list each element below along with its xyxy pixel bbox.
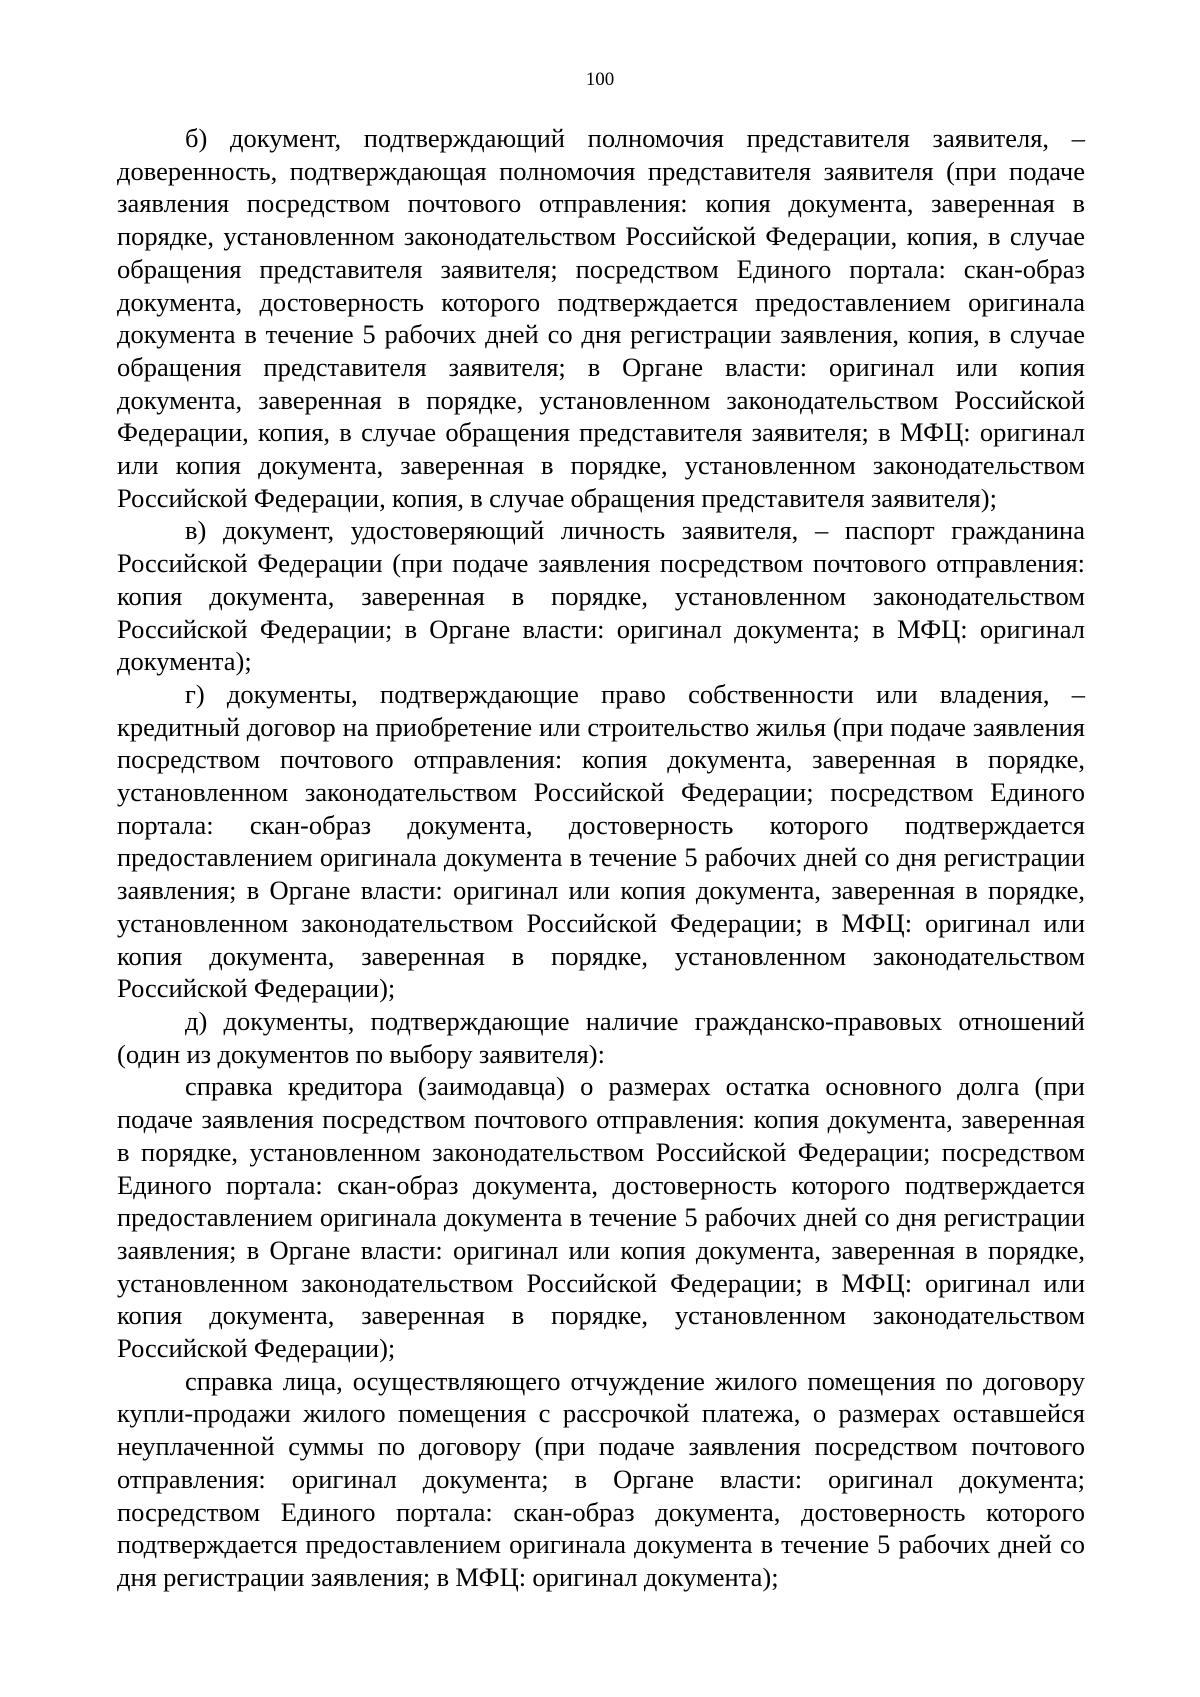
paragraph-b-representative-authority: б) документ, подтверждающий полномочия представителя заявителя, – доверенность, подтверждающая полномочия представителя заявителя (при подаче заявления посредством почтового отправления: копия документа, заверенная в порядке, установленном законодательством Российской Федерации, копия, в случае обращения представителя заявителя; посредством Единого портала: скан-образ документа, достоверность которого подтверждается предоставлением оригинала документа в течение 5 рабочих дней со дня регистрации заявления, копия, в случае обращения представителя заявителя; в Органе власти: оригинал или копия документа, заверенная в порядке, установленном законодательством Российской Федерации, копия, в случае обращения представителя заявителя; в МФЦ: оригинал или копия документа, заверенная в порядке, установленном законодательством Российской Федерации, копия, в случае обращения представителя заявителя); (117, 123, 1085, 513)
paragraph-v-identity-document: в) документ, удостоверяющий личность заявителя, – паспорт гражданина Российской Федерации (при подаче заявления посредством почтового отправления: копия документа, заверенная в порядке, установленном законодательством Российской Федерации; в Органе власти: оригинал документа; в МФЦ: оригинал документа); (117, 515, 1085, 677)
paragraph-d-civil-law-relations: д) документы, подтверждающие наличие гражданско-правовых отношений (один из документов по выбору заявителя): (117, 1005, 1085, 1069)
page-number: 100 (585, 69, 615, 90)
paragraph-seller-certificate: справка лица, осуществляющего отчуждение жилого помещения по договору купли-продажи жилого помещения с рассрочкой платежа, о размерах оставшейся неуплаченной суммы по договору (при подаче заявления посредством почтового отправления: оригинал документа; в Органе власти: оригинал документа; посредством Единого портала: скан-образ документа, достоверность которого подтверждается предоставлением оригинала документа в течение 5 рабочих дней со дня регистрации заявления; в МФЦ: оригинал документа); (117, 1365, 1085, 1592)
paragraph-creditor-certificate: справка кредитора (заимодавца) о размерах остатка основного долга (при подаче заявления посредством почтового отправления: копия документа, заверенная в порядке, установленном законодательством Российской Федерации; посредством Единого портала: скан-образ документа, достоверность которого подтверждается предоставлением оригинала документа в течение 5 рабочих дней со дня регистрации заявления; в Органе власти: оригинал или копия документа, заверенная в порядке, установленном законодательством Российской Федерации; в МФЦ: оригинал или копия документа, заверенная в порядке, установленном законодательством Российской Федерации); (117, 1071, 1085, 1364)
document-body (117, 122, 1085, 1594)
paragraph-g-ownership-documents: г) документы, подтверждающие право собственности или владения, – кредитный договор на приобретение или строительство жилья (при подаче заявления посредством почтового отправления: копия документа, заверенная в порядке, установленном законодательством Российской Федерации; посредством Единого портала: скан-образ документа, достоверность которого подтверждается предоставлением оригинала документа в течение 5 рабочих дней со дня регистрации заявления; в Органе власти: оригинал или копия документа, заверенная в порядке, установленном законодательством Российской Федерации; в МФЦ: оригинал или копия документа, заверенная в порядке, установленном законодательством Российской Федерации); (117, 678, 1085, 1004)
